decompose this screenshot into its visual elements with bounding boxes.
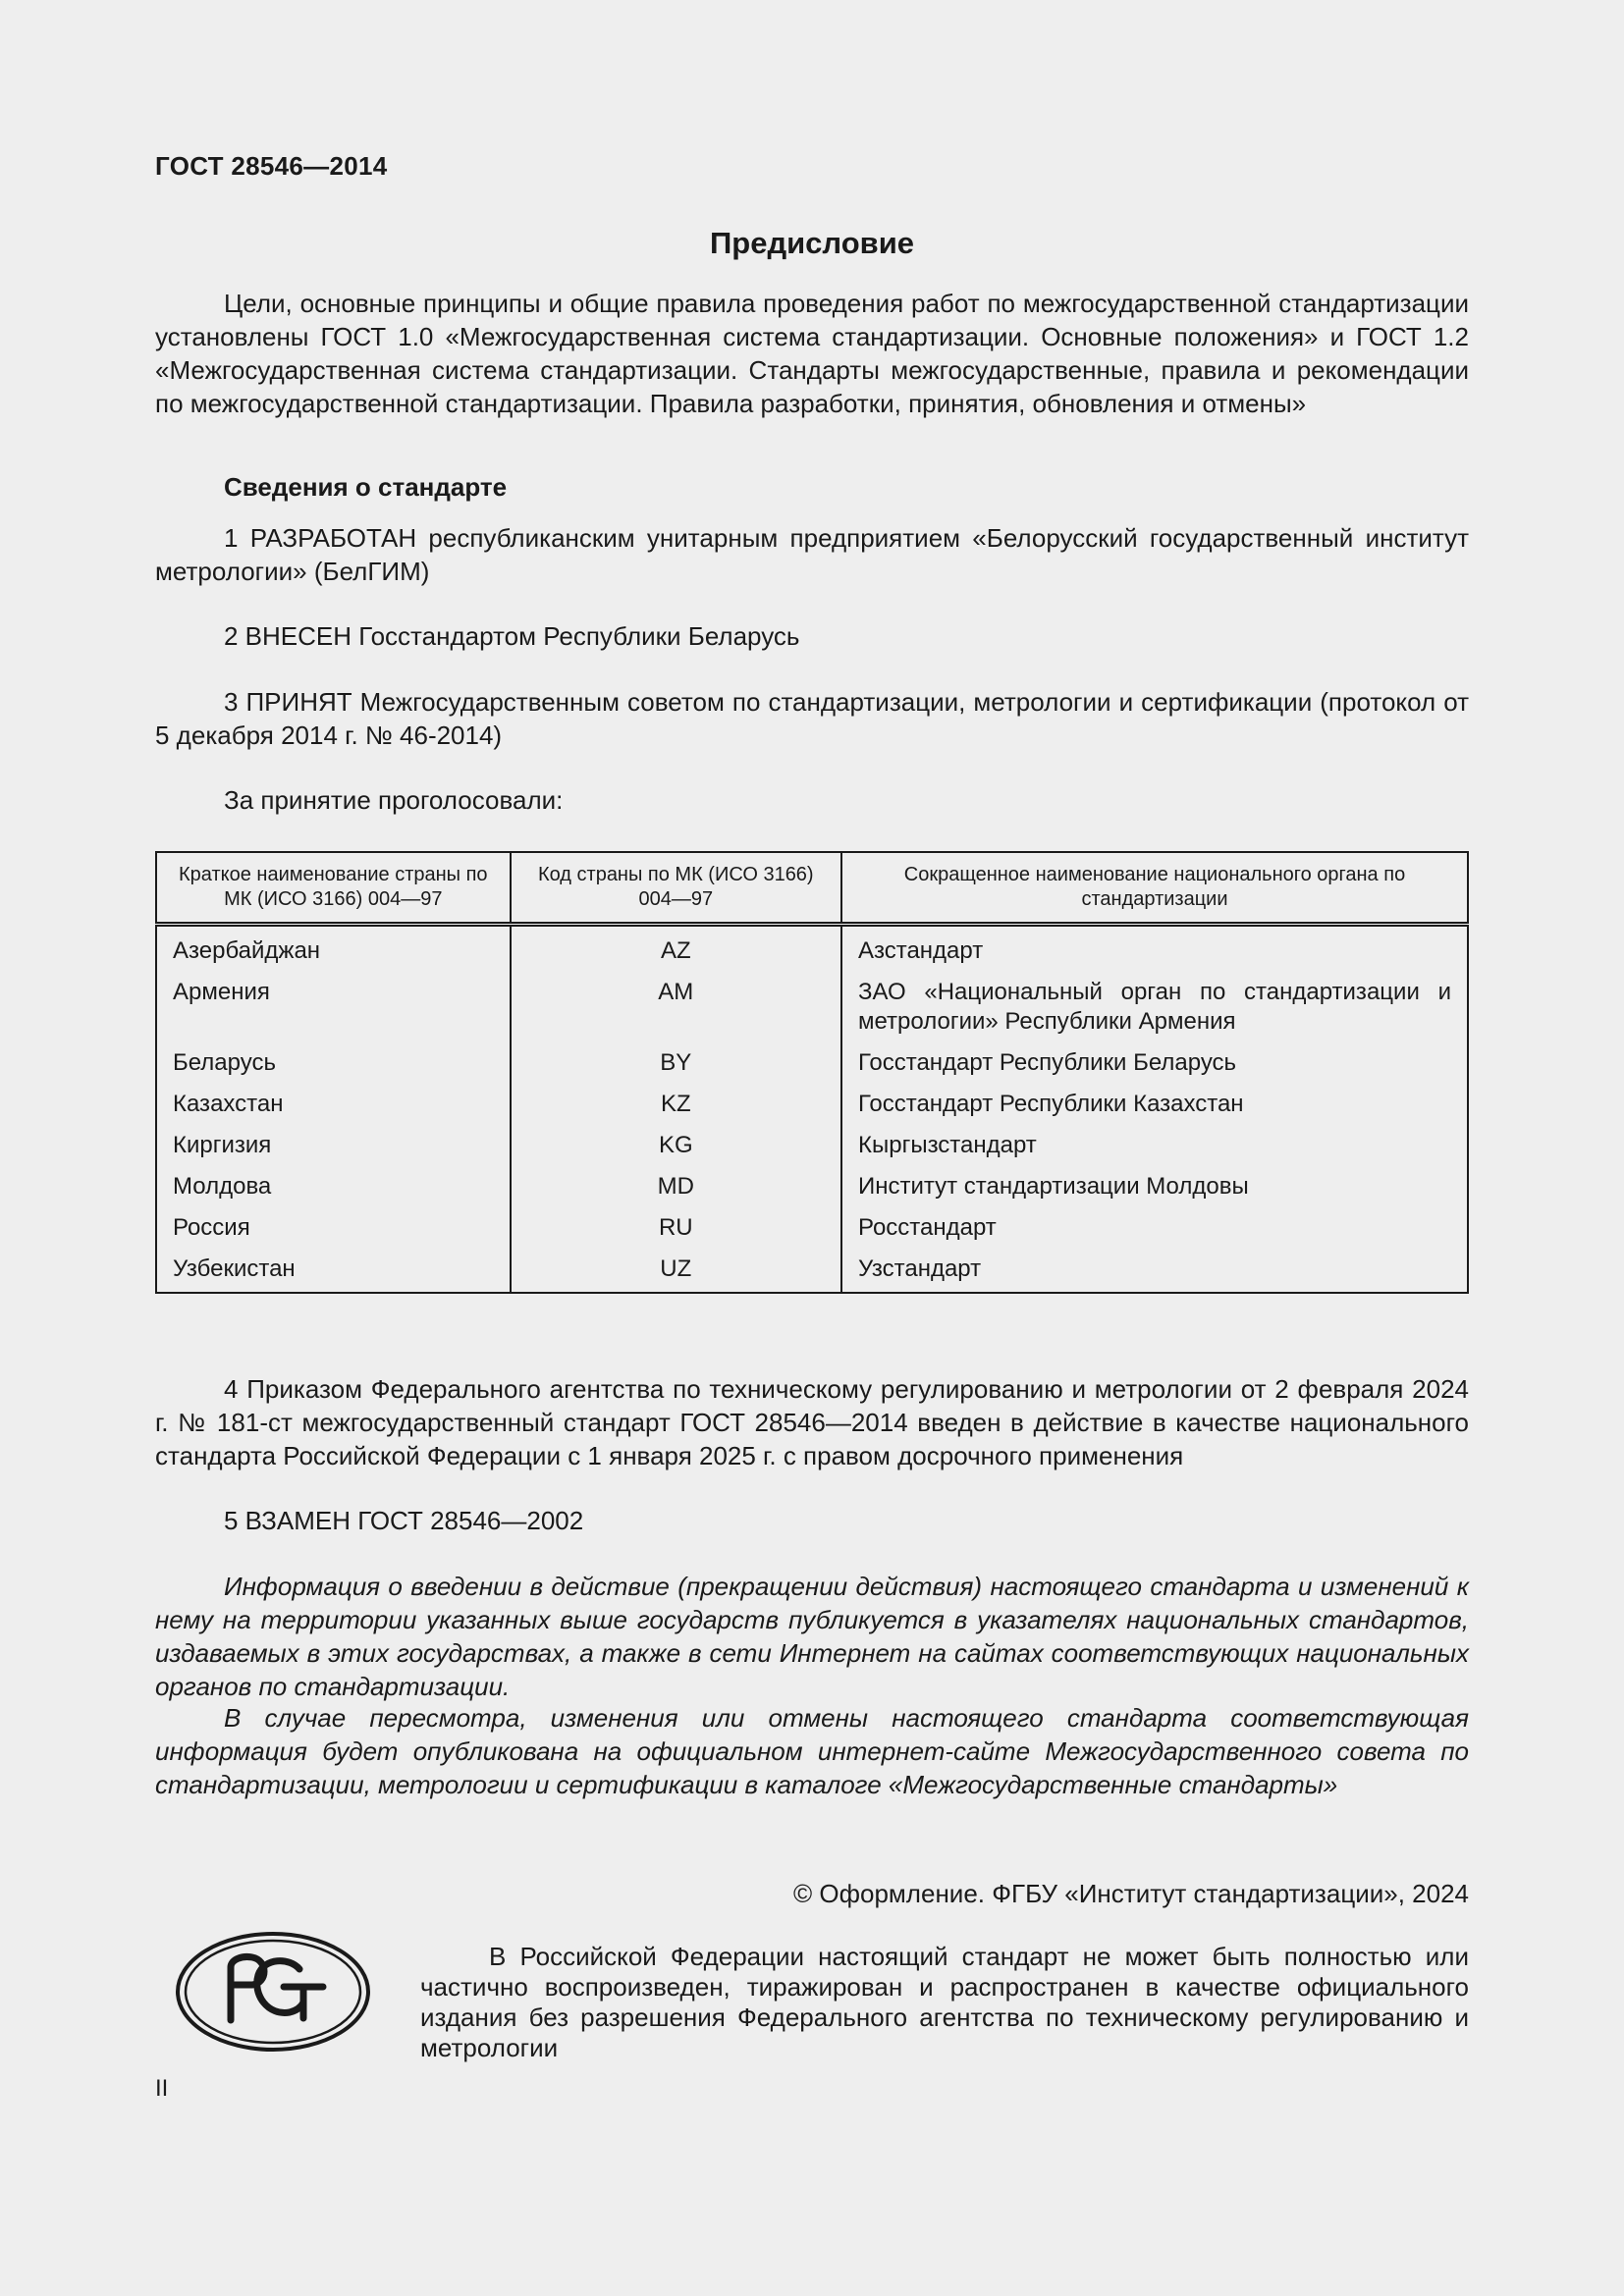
country-cell: Азербайджан bbox=[173, 937, 321, 964]
body-cell: Азстандарт bbox=[841, 925, 1468, 973]
column-header-code: Код страны по МК (ИСО 3166) 004—97 bbox=[511, 852, 841, 925]
table-row bbox=[156, 1084, 1468, 1125]
code-cell: KG bbox=[511, 1125, 841, 1166]
body-cell: ЗАО «Национальный орган по стандартизации и метрологии» Республики Армения bbox=[841, 972, 1468, 1042]
country-cell: Россия bbox=[173, 1214, 250, 1241]
body-cell: Госстандарт Республики Казахстан bbox=[841, 1084, 1468, 1125]
item-2-paragraph: 2 ВНЕСЕН Госстандартом Республики Беларусь bbox=[224, 621, 800, 651]
section-title: Сведения о стандарте bbox=[224, 472, 508, 502]
country-cell: Молдова bbox=[173, 1173, 272, 1200]
item-1-paragraph: 1 РАЗРАБОТАН республиканским унитарным предприятием «Белорусский государственный институт метрологии» (БелГИМ) bbox=[155, 523, 1469, 586]
body-cell: Узстандарт bbox=[841, 1249, 1468, 1293]
document-code: ГОСТ 28546—2014 bbox=[155, 151, 388, 181]
body-cell: Институт стандартизации Молдовы bbox=[841, 1166, 1468, 1207]
country-cell: Казахстан bbox=[173, 1091, 284, 1117]
table-row bbox=[156, 1207, 1468, 1249]
country-cell: Беларусь bbox=[173, 1049, 276, 1076]
page-title: Предисловие bbox=[709, 226, 914, 260]
table-row bbox=[156, 1125, 1468, 1166]
voted-label: За принятие проголосовали: bbox=[224, 785, 564, 815]
page-number: II bbox=[155, 2075, 169, 2102]
code-cell: UZ bbox=[511, 1249, 841, 1293]
table-row bbox=[156, 1166, 1468, 1207]
code-cell: RU bbox=[511, 1207, 841, 1249]
item-3-paragraph: 3 ПРИНЯТ Межгосударственным советом по стандартизации, метрологии и сертификации (протокол от 5 декабря 2014 г. № 46-2014) bbox=[155, 687, 1469, 750]
country-cell: Узбекистан bbox=[173, 1255, 296, 1282]
copyright-line: © Оформление. ФГБУ «Институт стандартизации», 2024 bbox=[793, 1879, 1469, 1908]
code-cell: KZ bbox=[511, 1084, 841, 1125]
code-cell: MD bbox=[511, 1166, 841, 1207]
country-cell: Армения bbox=[173, 979, 270, 1005]
code-cell: BY bbox=[511, 1042, 841, 1084]
intro-paragraph: Цели, основные принципы и общие правила проведения работ по межгосударственной стандартизации установлены ГОСТ 1.0 «Межгосударственная система стандартизации. Основные положения» и ГОСТ 1.2 «Межгосударственная система стандартизации. Стандарты межгосударственные, правила и рекомендации по межгосударственной стандартизации. Правила разработки, принятия, обновления и отмены» bbox=[155, 289, 1469, 418]
voting-countries-table bbox=[155, 851, 1469, 1294]
body-cell: Госстандарт Республики Беларусь bbox=[841, 1042, 1468, 1084]
item-5-paragraph: 5 ВЗАМЕН ГОСТ 28546—2002 bbox=[224, 1506, 584, 1535]
table-row bbox=[156, 972, 1468, 1042]
table-row bbox=[156, 1042, 1468, 1084]
svg-text:РСТ: РСТ bbox=[273, 1930, 275, 1931]
body-cell: Росстандарт bbox=[841, 1207, 1468, 1249]
code-cell: AZ bbox=[511, 925, 841, 973]
info-italic-paragraph-2: В случае пересмотра, изменения или отмены настоящего стандарта соответствующая информация будет опубликована на официальном интернет-сайте Межгосударственного совета по стандартизации, метрологии и сертификации в каталоге «Межгосударственные стандарты» bbox=[155, 1703, 1469, 1799]
item-4-paragraph: 4 Приказом Федерального агентства по техническому регулированию и метрологии от 2 февраля 2024 г. № 181-ст межгосударственный стандарт ГОСТ 28546—2014 введен в действие в качестве национального стандарта Российской Федерации с 1 января 2025 г. с правом досрочного применения bbox=[155, 1374, 1469, 1470]
country-cell: Киргизия bbox=[173, 1132, 272, 1158]
body-cell: Кыргызстандарт bbox=[841, 1125, 1468, 1166]
rst-certification-mark-icon bbox=[174, 1930, 372, 2054]
code-cell: AM bbox=[511, 972, 841, 1042]
table-row bbox=[156, 1249, 1468, 1293]
table-row bbox=[156, 925, 1468, 973]
column-header-country: Краткое наименование страны по МК (ИСО 3166) 004—97 bbox=[156, 852, 511, 925]
column-header-body: Сокращенное наименование национального органа по стандартизации bbox=[841, 852, 1468, 925]
info-italic-paragraph-1: Информация о введении в действие (прекращении действия) настоящего стандарта и изменений к нему на территории указанных выше государств публикуется в указателях национальных стандартов, издаваемых в этих государствах, а также в сети Интернет на сайтах соответствующих национальных органов по стандартизации. bbox=[155, 1572, 1469, 1701]
copyright-notice: В Российской Федерации настоящий стандарт не может быть полностью или частично воспроизведен, тиражирован и распространен в качестве официального издания без разрешения Федерального агентства по техническому регулированию и метрологии bbox=[420, 1942, 1469, 2062]
